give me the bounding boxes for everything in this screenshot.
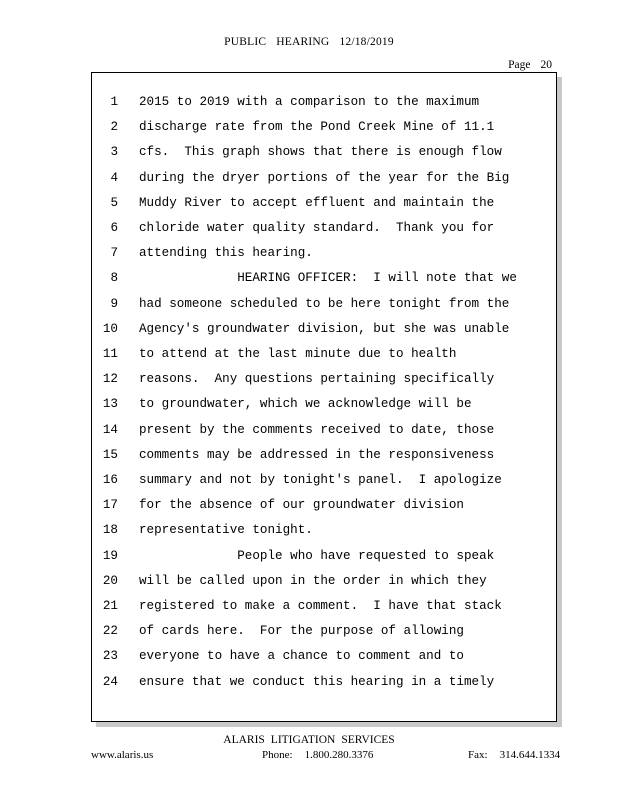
line-text: registered to make a comment. I have that stack xyxy=(139,599,502,613)
line-text: ensure that we conduct this hearing in a timely xyxy=(139,674,495,689)
document-header xyxy=(0,36,618,48)
line-text: reasons. Any questions pertaining specifically xyxy=(139,372,495,387)
line-text: for the absence of our groundwater division xyxy=(139,498,464,513)
line-text: representative tonight. xyxy=(139,523,313,538)
line-text: People who have requested to speak xyxy=(139,548,495,563)
line-text: Muddy River to accept effluent and maintain the xyxy=(139,195,495,210)
line-number: 5 xyxy=(110,195,118,210)
footer-company-word: SERVICES xyxy=(341,734,395,746)
line-text: 2015 to 2019 with a comparison to the maximum xyxy=(139,95,480,109)
line-number: 12 xyxy=(102,372,118,387)
fax-number: 314.644.1334 xyxy=(499,749,561,761)
line-text: to groundwater, which we acknowledge will be xyxy=(139,397,472,412)
line-number: 1 xyxy=(110,95,118,109)
line-text: HEARING OFFICER: I will note that we xyxy=(139,271,517,286)
header-date: 12/18/2019 xyxy=(339,36,394,48)
line-text: present by the comments received to date, those xyxy=(139,422,495,437)
line-text: summary and not by tonight's panel. I apologize xyxy=(139,473,502,487)
footer-fax xyxy=(468,749,560,761)
line-text: comments may be addressed in the responsiveness xyxy=(139,447,495,462)
line-number: 23 xyxy=(102,649,118,664)
line-number: 24 xyxy=(102,674,118,689)
line-number: 3 xyxy=(110,145,118,160)
line-number: 4 xyxy=(110,170,118,185)
footer-company-word: ALARIS xyxy=(223,734,265,746)
footer-website: www.alaris.us xyxy=(91,749,154,761)
line-number: 20 xyxy=(102,573,118,588)
line-number: 19 xyxy=(102,548,118,563)
line-number: 15 xyxy=(102,447,118,462)
header-word: HEARING xyxy=(276,36,330,48)
line-text: discharge rate from the Pond Creek Mine of 11.1 xyxy=(139,120,495,135)
line-number: 22 xyxy=(102,624,118,639)
line-text: attending this hearing. xyxy=(139,246,313,261)
footer-company-word: LITIGATION xyxy=(270,734,336,746)
line-text: of cards here. For the purpose of allowing xyxy=(139,624,464,639)
page-number: 20 xyxy=(540,59,552,71)
line-number: 16 xyxy=(102,473,118,487)
line-text: cfs. This graph shows that there is enough flow xyxy=(139,145,502,160)
line-text: will be called upon in the order in which they xyxy=(139,573,487,588)
line-number: 7 xyxy=(110,246,118,261)
phone-label: Phone: xyxy=(262,749,293,761)
line-number: 8 xyxy=(110,271,118,286)
line-number: 13 xyxy=(102,397,118,412)
footer-phone xyxy=(262,749,373,761)
header-word: PUBLIC xyxy=(224,36,267,48)
line-number: 6 xyxy=(110,221,118,235)
page-number-label xyxy=(508,59,552,71)
line-text: to attend at the last minute due to health xyxy=(139,347,457,361)
line-number: 9 xyxy=(110,296,118,311)
phone-number: 1.800.280.3376 xyxy=(304,749,374,761)
line-text: everyone to have a chance to comment and to xyxy=(139,649,464,664)
transcript-frame xyxy=(91,72,557,722)
line-number: 14 xyxy=(102,422,118,437)
line-number: 10 xyxy=(102,321,118,336)
line-number: 11 xyxy=(102,347,118,361)
line-text: had someone scheduled to be here tonight from the xyxy=(139,296,510,311)
line-number: 18 xyxy=(102,523,118,538)
line-number: 21 xyxy=(102,599,118,613)
line-text: during the dryer portions of the year for the Big xyxy=(139,170,510,185)
line-number: 2 xyxy=(110,120,118,135)
line-text: chloride water quality standard. Thank you for xyxy=(139,221,495,235)
fax-label: Fax: xyxy=(468,749,488,761)
line-number: 17 xyxy=(102,498,118,513)
line-text: Agency's groundwater division, but she was unable xyxy=(139,321,510,336)
footer-company-name xyxy=(0,734,618,746)
page-label-text: Page xyxy=(508,59,531,71)
